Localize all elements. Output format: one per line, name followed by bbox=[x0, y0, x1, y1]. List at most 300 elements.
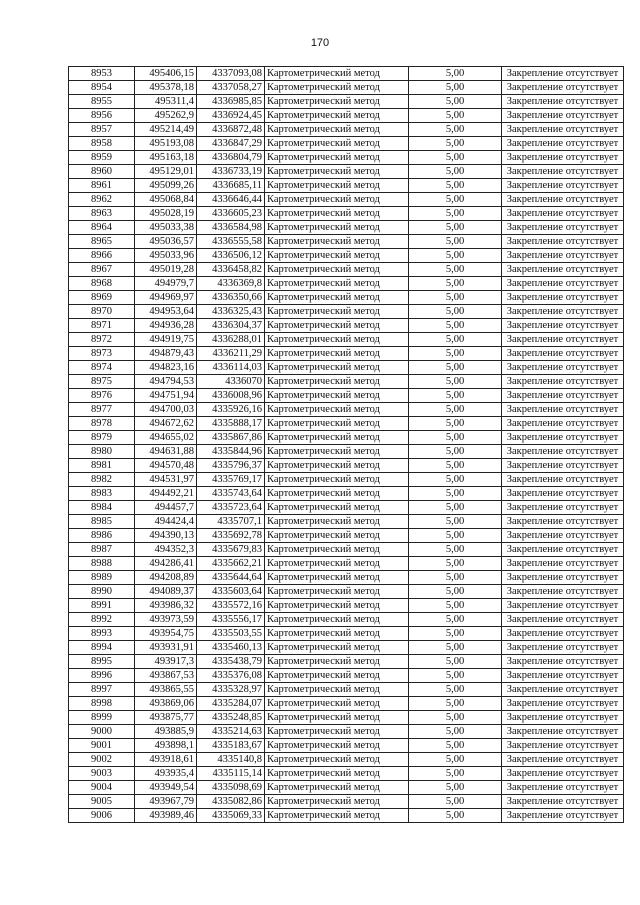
x-coordinate-cell: 494919,75 bbox=[135, 333, 197, 347]
accuracy-cell: 5,00 bbox=[409, 319, 502, 333]
table-row bbox=[69, 305, 624, 319]
y-coordinate-cell: 4335140,8 bbox=[197, 753, 265, 767]
method-cell: Картометрический метод bbox=[265, 585, 409, 599]
point-number-cell: 8995 bbox=[69, 655, 135, 669]
table-row bbox=[69, 417, 624, 431]
accuracy-cell: 5,00 bbox=[409, 221, 502, 235]
fixation-cell: Закрепление отсутствует bbox=[502, 389, 624, 403]
method-cell: Картометрический метод bbox=[265, 235, 409, 249]
point-number-cell: 8967 bbox=[69, 263, 135, 277]
y-coordinate-cell: 4336733,19 bbox=[197, 165, 265, 179]
x-coordinate-cell: 495068,84 bbox=[135, 193, 197, 207]
method-cell: Картометрический метод bbox=[265, 529, 409, 543]
method-cell: Картометрический метод bbox=[265, 179, 409, 193]
y-coordinate-cell: 4335888,17 bbox=[197, 417, 265, 431]
y-coordinate-cell: 4335867,86 bbox=[197, 431, 265, 445]
method-cell: Картометрический метод bbox=[265, 277, 409, 291]
table-row bbox=[69, 753, 624, 767]
accuracy-cell: 5,00 bbox=[409, 333, 502, 347]
x-coordinate-cell: 493967,79 bbox=[135, 795, 197, 809]
fixation-cell: Закрепление отсутствует bbox=[502, 277, 624, 291]
point-number-cell: 8959 bbox=[69, 151, 135, 165]
fixation-cell: Закрепление отсутствует bbox=[502, 683, 624, 697]
x-coordinate-cell: 494879,43 bbox=[135, 347, 197, 361]
accuracy-cell: 5,00 bbox=[409, 361, 502, 375]
point-number-cell: 8971 bbox=[69, 319, 135, 333]
x-coordinate-cell: 495406,15 bbox=[135, 67, 197, 81]
x-coordinate-cell: 493867,53 bbox=[135, 669, 197, 683]
accuracy-cell: 5,00 bbox=[409, 277, 502, 291]
method-cell: Картометрический метод bbox=[265, 543, 409, 557]
point-number-cell: 8986 bbox=[69, 529, 135, 543]
point-number-cell: 8997 bbox=[69, 683, 135, 697]
y-coordinate-cell: 4336804,79 bbox=[197, 151, 265, 165]
x-coordinate-cell: 494631,88 bbox=[135, 445, 197, 459]
point-number-cell: 8982 bbox=[69, 473, 135, 487]
y-coordinate-cell: 4335644,64 bbox=[197, 571, 265, 585]
x-coordinate-cell: 494424,4 bbox=[135, 515, 197, 529]
y-coordinate-cell: 4336288,01 bbox=[197, 333, 265, 347]
accuracy-cell: 5,00 bbox=[409, 431, 502, 445]
method-cell: Картометрический метод bbox=[265, 473, 409, 487]
method-cell: Картометрический метод bbox=[265, 319, 409, 333]
method-cell: Картометрический метод bbox=[265, 655, 409, 669]
point-number-cell: 9004 bbox=[69, 781, 135, 795]
accuracy-cell: 5,00 bbox=[409, 697, 502, 711]
fixation-cell: Закрепление отсутствует bbox=[502, 599, 624, 613]
y-coordinate-cell: 4336325,43 bbox=[197, 305, 265, 319]
point-number-cell: 8990 bbox=[69, 585, 135, 599]
accuracy-cell: 5,00 bbox=[409, 795, 502, 809]
y-coordinate-cell: 4335069,33 bbox=[197, 809, 265, 823]
x-coordinate-cell: 493865,55 bbox=[135, 683, 197, 697]
fixation-cell: Закрепление отсутствует bbox=[502, 487, 624, 501]
accuracy-cell: 5,00 bbox=[409, 571, 502, 585]
y-coordinate-cell: 4335769,17 bbox=[197, 473, 265, 487]
accuracy-cell: 5,00 bbox=[409, 473, 502, 487]
accuracy-cell: 5,00 bbox=[409, 683, 502, 697]
fixation-cell: Закрепление отсутствует bbox=[502, 641, 624, 655]
accuracy-cell: 5,00 bbox=[409, 109, 502, 123]
table-row bbox=[69, 781, 624, 795]
fixation-cell: Закрепление отсутствует bbox=[502, 67, 624, 81]
accuracy-cell: 5,00 bbox=[409, 557, 502, 571]
point-number-cell: 8969 bbox=[69, 291, 135, 305]
method-cell: Картометрический метод bbox=[265, 641, 409, 655]
x-coordinate-cell: 494751,94 bbox=[135, 389, 197, 403]
table-row bbox=[69, 529, 624, 543]
x-coordinate-cell: 493935,4 bbox=[135, 767, 197, 781]
y-coordinate-cell: 4335214,63 bbox=[197, 725, 265, 739]
y-coordinate-cell: 4335926,16 bbox=[197, 403, 265, 417]
fixation-cell: Закрепление отсутствует bbox=[502, 585, 624, 599]
method-cell: Картометрический метод bbox=[265, 459, 409, 473]
method-cell: Картометрический метод bbox=[265, 263, 409, 277]
x-coordinate-cell: 495311,4 bbox=[135, 95, 197, 109]
y-coordinate-cell: 4336584,98 bbox=[197, 221, 265, 235]
y-coordinate-cell: 4335376,08 bbox=[197, 669, 265, 683]
accuracy-cell: 5,00 bbox=[409, 67, 502, 81]
accuracy-cell: 5,00 bbox=[409, 165, 502, 179]
point-number-cell: 8965 bbox=[69, 235, 135, 249]
x-coordinate-cell: 493917,3 bbox=[135, 655, 197, 669]
method-cell: Картометрический метод bbox=[265, 613, 409, 627]
y-coordinate-cell: 4336555,58 bbox=[197, 235, 265, 249]
method-cell: Картометрический метод bbox=[265, 361, 409, 375]
table-row bbox=[69, 235, 624, 249]
x-coordinate-cell: 494089,37 bbox=[135, 585, 197, 599]
fixation-cell: Закрепление отсутствует bbox=[502, 417, 624, 431]
fixation-cell: Закрепление отсутствует bbox=[502, 137, 624, 151]
x-coordinate-cell: 493898,1 bbox=[135, 739, 197, 753]
x-coordinate-cell: 493875,77 bbox=[135, 711, 197, 725]
fixation-cell: Закрепление отсутствует bbox=[502, 123, 624, 137]
y-coordinate-cell: 4336070 bbox=[197, 375, 265, 389]
y-coordinate-cell: 4335328,97 bbox=[197, 683, 265, 697]
point-number-cell: 8991 bbox=[69, 599, 135, 613]
point-number-cell: 8980 bbox=[69, 445, 135, 459]
method-cell: Картометрический метод bbox=[265, 151, 409, 165]
point-number-cell: 8978 bbox=[69, 417, 135, 431]
y-coordinate-cell: 4335572,16 bbox=[197, 599, 265, 613]
point-number-cell: 8955 bbox=[69, 95, 135, 109]
table-body bbox=[69, 67, 624, 823]
accuracy-cell: 5,00 bbox=[409, 235, 502, 249]
y-coordinate-cell: 4335556,17 bbox=[197, 613, 265, 627]
method-cell: Картометрический метод bbox=[265, 753, 409, 767]
fixation-cell: Закрепление отсутствует bbox=[502, 235, 624, 249]
x-coordinate-cell: 494979,7 bbox=[135, 277, 197, 291]
y-coordinate-cell: 4335183,67 bbox=[197, 739, 265, 753]
fixation-cell: Закрепление отсутствует bbox=[502, 263, 624, 277]
x-coordinate-cell: 495214,49 bbox=[135, 123, 197, 137]
accuracy-cell: 5,00 bbox=[409, 781, 502, 795]
x-coordinate-cell: 495129,01 bbox=[135, 165, 197, 179]
table-row bbox=[69, 193, 624, 207]
method-cell: Картометрический метод bbox=[265, 683, 409, 697]
accuracy-cell: 5,00 bbox=[409, 669, 502, 683]
point-number-cell: 8983 bbox=[69, 487, 135, 501]
accuracy-cell: 5,00 bbox=[409, 641, 502, 655]
fixation-cell: Закрепление отсутствует bbox=[502, 781, 624, 795]
table-row bbox=[69, 501, 624, 515]
method-cell: Картометрический метод bbox=[265, 669, 409, 683]
x-coordinate-cell: 493931,91 bbox=[135, 641, 197, 655]
point-number-cell: 8968 bbox=[69, 277, 135, 291]
table-row bbox=[69, 739, 624, 753]
table-row bbox=[69, 655, 624, 669]
y-coordinate-cell: 4335679,83 bbox=[197, 543, 265, 557]
table-row bbox=[69, 389, 624, 403]
accuracy-cell: 5,00 bbox=[409, 627, 502, 641]
y-coordinate-cell: 4336685,11 bbox=[197, 179, 265, 193]
x-coordinate-cell: 493885,9 bbox=[135, 725, 197, 739]
y-coordinate-cell: 4336458,82 bbox=[197, 263, 265, 277]
point-number-cell: 9006 bbox=[69, 809, 135, 823]
fixation-cell: Закрепление отсутствует bbox=[502, 753, 624, 767]
table-row bbox=[69, 557, 624, 571]
accuracy-cell: 5,00 bbox=[409, 263, 502, 277]
y-coordinate-cell: 4336605,23 bbox=[197, 207, 265, 221]
fixation-cell: Закрепление отсутствует bbox=[502, 529, 624, 543]
accuracy-cell: 5,00 bbox=[409, 515, 502, 529]
table-row bbox=[69, 669, 624, 683]
method-cell: Картометрический метод bbox=[265, 221, 409, 235]
y-coordinate-cell: 4335603,64 bbox=[197, 585, 265, 599]
y-coordinate-cell: 4335115,14 bbox=[197, 767, 265, 781]
point-number-cell: 8954 bbox=[69, 81, 135, 95]
table-row bbox=[69, 725, 624, 739]
point-number-cell: 9003 bbox=[69, 767, 135, 781]
table-row bbox=[69, 487, 624, 501]
fixation-cell: Закрепление отсутствует bbox=[502, 333, 624, 347]
point-number-cell: 8988 bbox=[69, 557, 135, 571]
accuracy-cell: 5,00 bbox=[409, 585, 502, 599]
table-row bbox=[69, 263, 624, 277]
point-number-cell: 8975 bbox=[69, 375, 135, 389]
fixation-cell: Закрепление отсутствует bbox=[502, 613, 624, 627]
method-cell: Картометрический метод bbox=[265, 487, 409, 501]
point-number-cell: 8977 bbox=[69, 403, 135, 417]
y-coordinate-cell: 4336924,45 bbox=[197, 109, 265, 123]
fixation-cell: Закрепление отсутствует bbox=[502, 557, 624, 571]
y-coordinate-cell: 4337093,08 bbox=[197, 67, 265, 81]
method-cell: Картометрический метод bbox=[265, 347, 409, 361]
table-row bbox=[69, 445, 624, 459]
accuracy-cell: 5,00 bbox=[409, 809, 502, 823]
method-cell: Картометрический метод bbox=[265, 333, 409, 347]
x-coordinate-cell: 494655,02 bbox=[135, 431, 197, 445]
table-row bbox=[69, 319, 624, 333]
x-coordinate-cell: 494531,97 bbox=[135, 473, 197, 487]
method-cell: Картометрический метод bbox=[265, 165, 409, 179]
table-row bbox=[69, 123, 624, 137]
method-cell: Картометрический метод bbox=[265, 725, 409, 739]
method-cell: Картометрический метод bbox=[265, 305, 409, 319]
accuracy-cell: 5,00 bbox=[409, 613, 502, 627]
y-coordinate-cell: 4335844,96 bbox=[197, 445, 265, 459]
point-number-cell: 8985 bbox=[69, 515, 135, 529]
fixation-cell: Закрепление отсутствует bbox=[502, 459, 624, 473]
point-number-cell: 8972 bbox=[69, 333, 135, 347]
method-cell: Картометрический метод bbox=[265, 557, 409, 571]
point-number-cell: 8963 bbox=[69, 207, 135, 221]
x-coordinate-cell: 494208,89 bbox=[135, 571, 197, 585]
method-cell: Картометрический метод bbox=[265, 501, 409, 515]
fixation-cell: Закрепление отсутствует bbox=[502, 711, 624, 725]
method-cell: Картометрический метод bbox=[265, 431, 409, 445]
point-number-cell: 8957 bbox=[69, 123, 135, 137]
fixation-cell: Закрепление отсутствует bbox=[502, 375, 624, 389]
table-row bbox=[69, 571, 624, 585]
x-coordinate-cell: 495033,38 bbox=[135, 221, 197, 235]
accuracy-cell: 5,00 bbox=[409, 655, 502, 669]
x-coordinate-cell: 493954,75 bbox=[135, 627, 197, 641]
accuracy-cell: 5,00 bbox=[409, 767, 502, 781]
x-coordinate-cell: 494794,53 bbox=[135, 375, 197, 389]
point-number-cell: 9000 bbox=[69, 725, 135, 739]
table-row bbox=[69, 641, 624, 655]
x-coordinate-cell: 495099,26 bbox=[135, 179, 197, 193]
y-coordinate-cell: 4335284,07 bbox=[197, 697, 265, 711]
table-row bbox=[69, 431, 624, 445]
table-row bbox=[69, 291, 624, 305]
method-cell: Картометрический метод bbox=[265, 809, 409, 823]
x-coordinate-cell: 494969,97 bbox=[135, 291, 197, 305]
x-coordinate-cell: 495193,08 bbox=[135, 137, 197, 151]
fixation-cell: Закрепление отсутствует bbox=[502, 165, 624, 179]
x-coordinate-cell: 493918,61 bbox=[135, 753, 197, 767]
method-cell: Картометрический метод bbox=[265, 95, 409, 109]
table-row bbox=[69, 179, 624, 193]
table-row bbox=[69, 585, 624, 599]
x-coordinate-cell: 493986,32 bbox=[135, 599, 197, 613]
method-cell: Картометрический метод bbox=[265, 291, 409, 305]
accuracy-cell: 5,00 bbox=[409, 389, 502, 403]
table-row bbox=[69, 361, 624, 375]
method-cell: Картометрический метод bbox=[265, 109, 409, 123]
table-row bbox=[69, 67, 624, 81]
fixation-cell: Закрепление отсутствует bbox=[502, 179, 624, 193]
y-coordinate-cell: 4335438,79 bbox=[197, 655, 265, 669]
fixation-cell: Закрепление отсутствует bbox=[502, 655, 624, 669]
method-cell: Картометрический метод bbox=[265, 249, 409, 263]
method-cell: Картометрический метод bbox=[265, 781, 409, 795]
accuracy-cell: 5,00 bbox=[409, 529, 502, 543]
accuracy-cell: 5,00 bbox=[409, 151, 502, 165]
table-row bbox=[69, 109, 624, 123]
point-number-cell: 9001 bbox=[69, 739, 135, 753]
fixation-cell: Закрепление отсутствует bbox=[502, 431, 624, 445]
accuracy-cell: 5,00 bbox=[409, 445, 502, 459]
point-number-cell: 8981 bbox=[69, 459, 135, 473]
y-coordinate-cell: 4335707,1 bbox=[197, 515, 265, 529]
point-number-cell: 8996 bbox=[69, 669, 135, 683]
point-number-cell: 8961 bbox=[69, 179, 135, 193]
method-cell: Картометрический метод bbox=[265, 389, 409, 403]
method-cell: Картометрический метод bbox=[265, 711, 409, 725]
y-coordinate-cell: 4335796,37 bbox=[197, 459, 265, 473]
table-row bbox=[69, 81, 624, 95]
y-coordinate-cell: 4336304,37 bbox=[197, 319, 265, 333]
x-coordinate-cell: 494457,7 bbox=[135, 501, 197, 515]
table-row bbox=[69, 711, 624, 725]
accuracy-cell: 5,00 bbox=[409, 417, 502, 431]
point-number-cell: 8973 bbox=[69, 347, 135, 361]
method-cell: Картометрический метод bbox=[265, 375, 409, 389]
method-cell: Картометрический метод bbox=[265, 417, 409, 431]
x-coordinate-cell: 495019,28 bbox=[135, 263, 197, 277]
x-coordinate-cell: 494700,03 bbox=[135, 403, 197, 417]
fixation-cell: Закрепление отсутствует bbox=[502, 795, 624, 809]
table-row bbox=[69, 333, 624, 347]
x-coordinate-cell: 495036,57 bbox=[135, 235, 197, 249]
method-cell: Картометрический метод bbox=[265, 445, 409, 459]
point-number-cell: 8989 bbox=[69, 571, 135, 585]
accuracy-cell: 5,00 bbox=[409, 403, 502, 417]
fixation-cell: Закрепление отсутствует bbox=[502, 151, 624, 165]
fixation-cell: Закрепление отсутствует bbox=[502, 109, 624, 123]
accuracy-cell: 5,00 bbox=[409, 599, 502, 613]
point-number-cell: 8979 bbox=[69, 431, 135, 445]
table-row bbox=[69, 137, 624, 151]
table-row bbox=[69, 613, 624, 627]
y-coordinate-cell: 4336008,96 bbox=[197, 389, 265, 403]
accuracy-cell: 5,00 bbox=[409, 123, 502, 137]
table-row bbox=[69, 767, 624, 781]
table-row bbox=[69, 151, 624, 165]
page-number: 170 bbox=[310, 37, 330, 49]
x-coordinate-cell: 494953,64 bbox=[135, 305, 197, 319]
y-coordinate-cell: 4336211,29 bbox=[197, 347, 265, 361]
point-number-cell: 8976 bbox=[69, 389, 135, 403]
x-coordinate-cell: 494672,62 bbox=[135, 417, 197, 431]
y-coordinate-cell: 4336350,66 bbox=[197, 291, 265, 305]
x-coordinate-cell: 495378,18 bbox=[135, 81, 197, 95]
fixation-cell: Закрепление отсутствует bbox=[502, 767, 624, 781]
x-coordinate-cell: 493989,46 bbox=[135, 809, 197, 823]
accuracy-cell: 5,00 bbox=[409, 137, 502, 151]
y-coordinate-cell: 4336506,12 bbox=[197, 249, 265, 263]
fixation-cell: Закрепление отсутствует bbox=[502, 207, 624, 221]
accuracy-cell: 5,00 bbox=[409, 81, 502, 95]
fixation-cell: Закрепление отсутствует bbox=[502, 95, 624, 109]
y-coordinate-cell: 4337058,27 bbox=[197, 81, 265, 95]
fixation-cell: Закрепление отсутствует bbox=[502, 571, 624, 585]
method-cell: Картометрический метод bbox=[265, 795, 409, 809]
x-coordinate-cell: 494492,21 bbox=[135, 487, 197, 501]
x-coordinate-cell: 495028,19 bbox=[135, 207, 197, 221]
method-cell: Картометрический метод bbox=[265, 515, 409, 529]
fixation-cell: Закрепление отсутствует bbox=[502, 473, 624, 487]
x-coordinate-cell: 494936,28 bbox=[135, 319, 197, 333]
point-number-cell: 8966 bbox=[69, 249, 135, 263]
fixation-cell: Закрепление отсутствует bbox=[502, 725, 624, 739]
table-row bbox=[69, 809, 624, 823]
point-number-cell: 8970 bbox=[69, 305, 135, 319]
fixation-cell: Закрепление отсутствует bbox=[502, 515, 624, 529]
table-row bbox=[69, 165, 624, 179]
table-row bbox=[69, 473, 624, 487]
point-number-cell: 8956 bbox=[69, 109, 135, 123]
y-coordinate-cell: 4336847,29 bbox=[197, 137, 265, 151]
point-number-cell: 8962 bbox=[69, 193, 135, 207]
table-row bbox=[69, 207, 624, 221]
accuracy-cell: 5,00 bbox=[409, 543, 502, 557]
fixation-cell: Закрепление отсутствует bbox=[502, 347, 624, 361]
table-row bbox=[69, 459, 624, 473]
x-coordinate-cell: 494352,3 bbox=[135, 543, 197, 557]
y-coordinate-cell: 4335098,69 bbox=[197, 781, 265, 795]
table-row bbox=[69, 627, 624, 641]
accuracy-cell: 5,00 bbox=[409, 291, 502, 305]
x-coordinate-cell: 494570,48 bbox=[135, 459, 197, 473]
fixation-cell: Закрепление отсутствует bbox=[502, 221, 624, 235]
x-coordinate-cell: 494823,16 bbox=[135, 361, 197, 375]
y-coordinate-cell: 4335460,13 bbox=[197, 641, 265, 655]
fixation-cell: Закрепление отсутствует bbox=[502, 291, 624, 305]
table-row bbox=[69, 795, 624, 809]
point-number-cell: 8960 bbox=[69, 165, 135, 179]
point-number-cell: 8998 bbox=[69, 697, 135, 711]
accuracy-cell: 5,00 bbox=[409, 375, 502, 389]
accuracy-cell: 5,00 bbox=[409, 739, 502, 753]
fixation-cell: Закрепление отсутствует bbox=[502, 627, 624, 641]
table-row bbox=[69, 543, 624, 557]
x-coordinate-cell: 493949,54 bbox=[135, 781, 197, 795]
accuracy-cell: 5,00 bbox=[409, 711, 502, 725]
y-coordinate-cell: 4336369,8 bbox=[197, 277, 265, 291]
